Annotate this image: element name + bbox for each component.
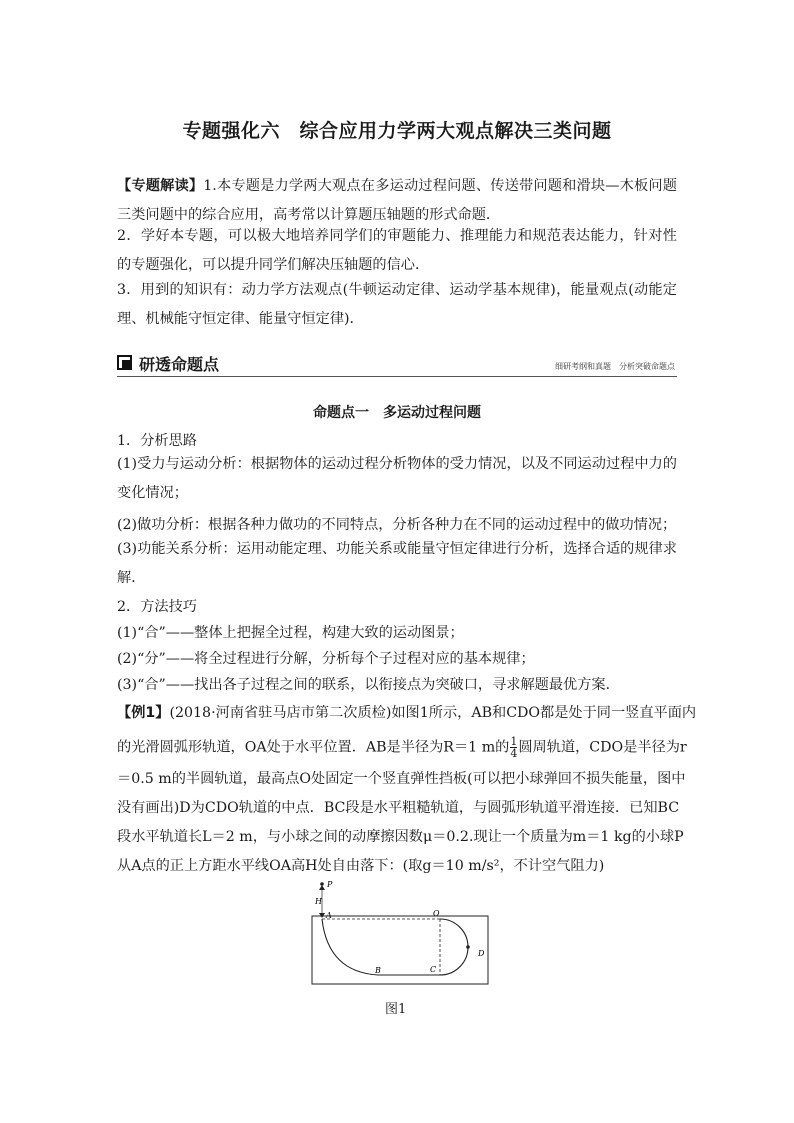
analysis-item-1: (1)受力与运动分析：根据物体的运动过程分析物体的受力情况，以及不同运动过程中力的变化情况； — [117, 456, 677, 501]
intro-tag: 【专题解读】 — [117, 178, 204, 194]
example-line-3: ＝0.5 m的半圆轨道，最高点O处固定一个竖直弹性挡板(可以把小球弹回不损失能量，图中 — [117, 771, 686, 787]
method-heading: 2．方法技巧 — [117, 599, 197, 615]
intro-paragraph-2: 2．学好本专题，可以极大地培养同学们的审题能力、推理能力和规范表达能力，针对性的专题强化，可以提升同学们解决压轴题的信心． — [117, 228, 677, 273]
analysis-heading: 1．分析思路 — [117, 433, 197, 449]
label-B: B — [375, 966, 381, 975]
label-O: O — [433, 909, 440, 918]
example-line-6: 从A点的正上方距水平线OA高H处自由落下：(取g＝10 m/s²，不计空气阻力) — [117, 858, 605, 874]
example-line-2 — [117, 736, 687, 759]
section-square-icon — [117, 355, 132, 370]
method-item-3: (3)“合”——找出各子过程之间的联系，以衔接点为突破口，寻求解题最优方案． — [117, 677, 620, 693]
analysis-item-3: (3)功能关系分析：运用动能定理、功能关系或能量守恒定律进行分析，选择合适的规律求解． — [117, 541, 677, 586]
label-C: C — [430, 965, 437, 974]
point-D-dot — [466, 945, 470, 949]
topic-heading: 命题点一 多运动过程问题 — [313, 405, 481, 421]
analysis-item-2: (2)做功分析：根据各种力做功的不同特点，分析各种力在不同的运动过程中的做功情况； — [117, 517, 677, 533]
fraction-numerator: 1 — [510, 735, 518, 748]
figure-track-diagram — [300, 876, 500, 991]
fraction-denominator: 4 — [510, 747, 518, 760]
example-line-4: 没有画出)D为CDO轨道的中点．BC段是水平粗糙轨道，与圆弧形轨道平滑连接．已知BC — [117, 800, 680, 816]
section-subtitle: 细研考纲和真题 分析突破命题点 — [555, 362, 675, 371]
example-text-2a: 的光滑圆弧形轨道，OA处于水平位置．AB是半径为R＝1 m的 — [117, 739, 510, 756]
page-title: 专题强化六 综合应用力学两大观点解决三类问题 — [182, 120, 612, 142]
label-A: A — [326, 911, 332, 920]
figure-frame — [312, 916, 488, 984]
label-D: D — [478, 949, 485, 958]
label-H: H — [315, 897, 322, 906]
arrow-head-top — [319, 885, 325, 890]
intro-text-1: 1.本专题是力学两大观点在多运动过程问题、传送带问题和滑块—木板问题三类问题中的综合应用，高考常以计算题压轴题的形式命题． — [117, 178, 677, 223]
section-header — [117, 352, 677, 377]
example-tag: 【例1】 — [117, 705, 170, 721]
fraction-quarter — [510, 736, 517, 759]
method-item-1: (1)“合”——整体上把握全过程，构建大致的运动图景； — [117, 625, 464, 641]
section-title: 研透命题点 — [139, 355, 220, 374]
method-item-2: (2)“分”——将全过程进行分解，分析每个子过程对应的基本规律； — [117, 651, 535, 667]
figure-caption: 图1 — [385, 1002, 407, 1017]
example-line-1 — [117, 702, 696, 722]
intro-paragraph-3: 3．用到的知识有：动力学方法观点(牛顿运动定律、运动学基本规律)，能量观点(动能定理、机械能守恒定律、能量守恒定律)． — [117, 282, 677, 327]
example-text-2b: 圆周轨道，CDO是半径为r — [518, 739, 687, 756]
example-text-1: (2018·河南省驻马店市第二次质检)如图1所示，AB和CDO都是处于同一竖直平面内 — [169, 705, 697, 721]
track-path — [322, 919, 468, 975]
example-line-5: 段水平轨道长L＝2 m，与小球之间的动摩擦因数μ＝0.2.现让一个质量为m＝1 kg的小球P — [117, 829, 684, 845]
label-P: P — [327, 880, 333, 889]
